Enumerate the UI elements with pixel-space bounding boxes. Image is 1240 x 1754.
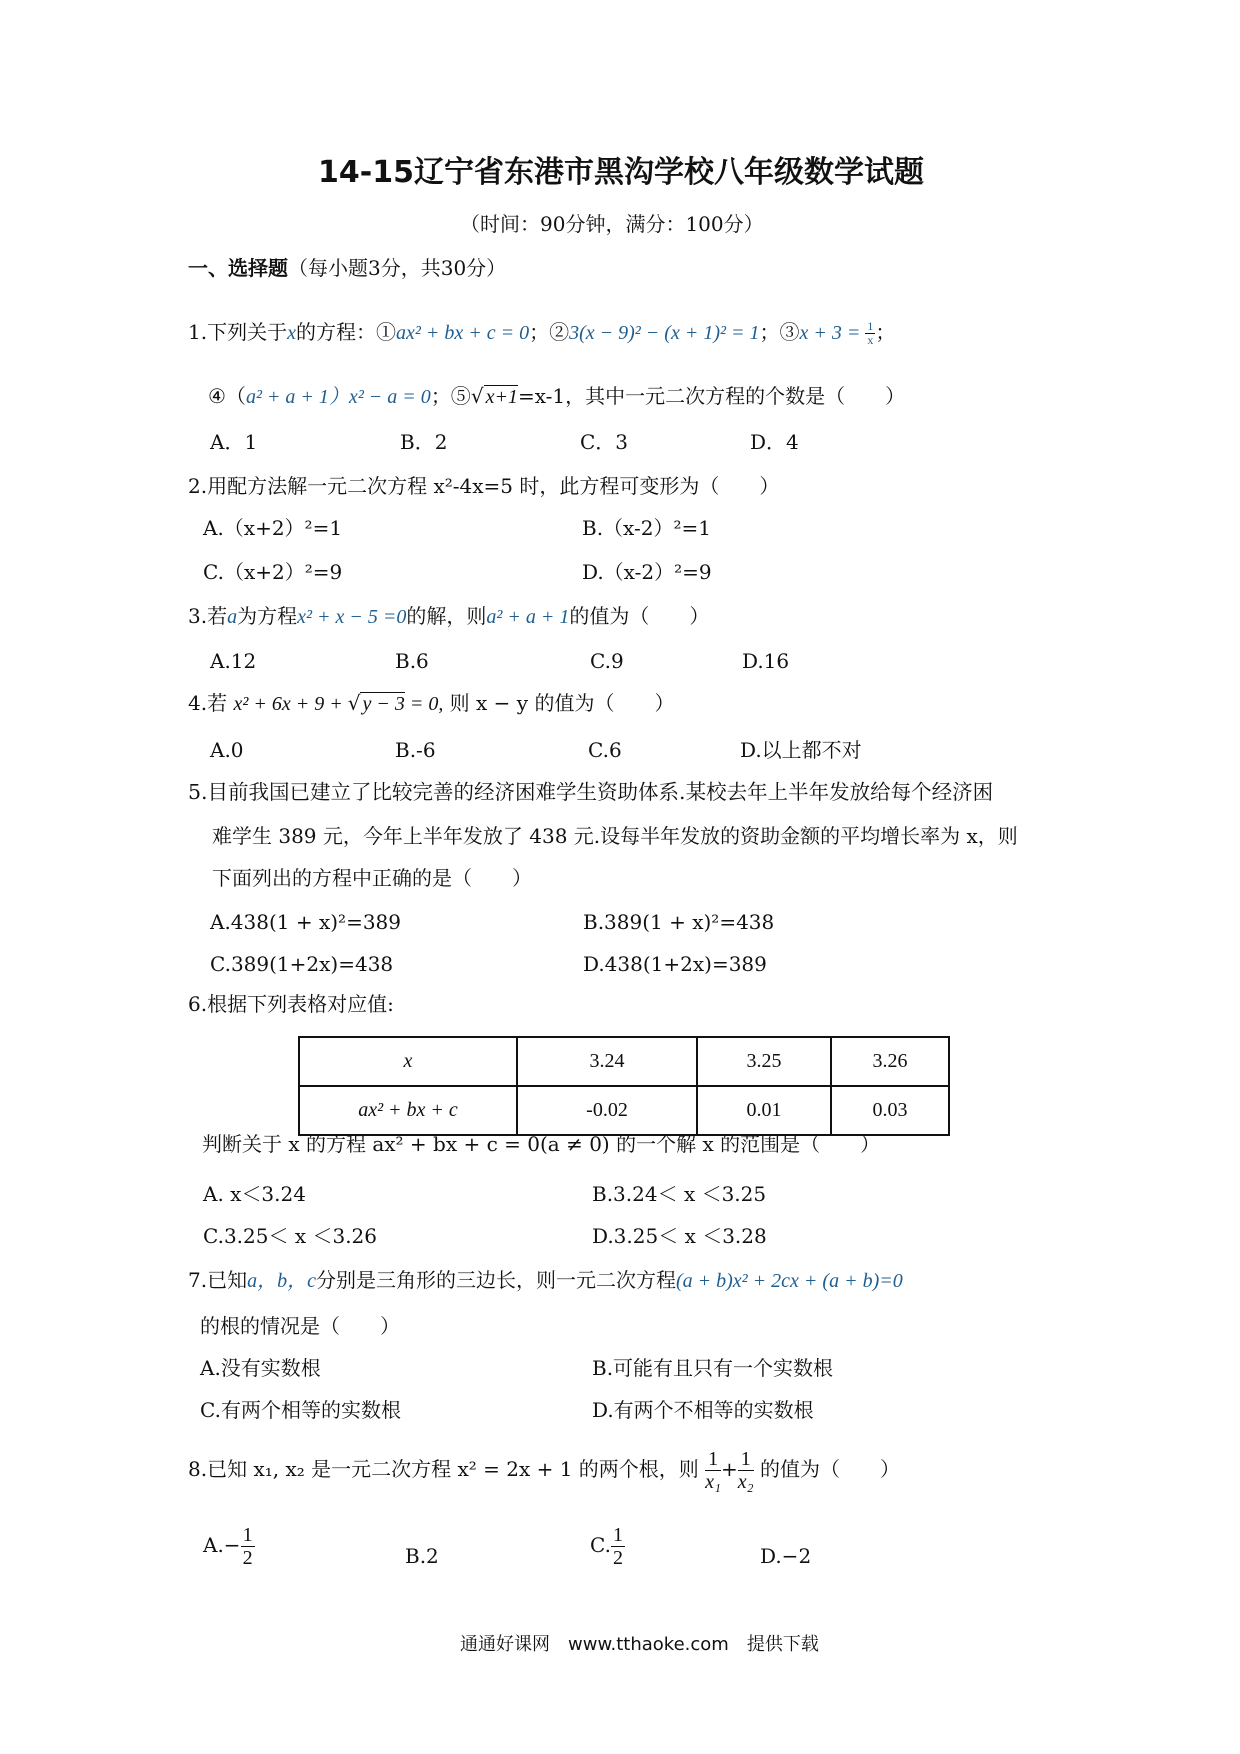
- q3-var: a: [227, 606, 238, 628]
- q7-option-d: D.有两个不相等的实数根: [592, 1398, 814, 1422]
- q6-option-a: A. x＜3.24: [203, 1182, 306, 1206]
- table-row: [299, 1086, 949, 1135]
- table-cell: 3.25: [697, 1037, 831, 1086]
- section-note: （每小题3分，共30分）: [288, 256, 507, 280]
- q5-option-b: B.389(1 + x)²=438: [583, 910, 775, 934]
- q7-option-c: C.有两个相等的实数根: [200, 1398, 401, 1422]
- q8-option-c: [590, 1524, 625, 1569]
- table-row: [299, 1037, 949, 1086]
- q1-eq4: a² + a + 1: [245, 386, 329, 408]
- q7-option-b: B.可能有且只有一个实数根: [592, 1356, 834, 1380]
- q8-a-fraction: [241, 1524, 255, 1569]
- exam-info: （时间：90分钟，满分：100分）: [460, 212, 764, 236]
- q8-fraction-2: [738, 1448, 754, 1493]
- q1-sqrt: x+1: [485, 386, 518, 408]
- q1-fraction: [865, 320, 875, 347]
- q2-option-b: B.（x-2）²=1: [582, 516, 711, 540]
- q7-abc: a，b，c: [247, 1270, 316, 1292]
- question-3: [188, 606, 709, 627]
- q1-option-c: C．3: [580, 430, 629, 454]
- section-title: 一、选择题: [188, 256, 288, 280]
- section-heading: [188, 258, 506, 278]
- q3-b: 为方程: [237, 604, 298, 628]
- q4-option-a: A.0: [210, 738, 244, 762]
- question-5-line1: 5.目前我国已建立了比较完善的经济困难学生资助体系.某校去年上半年发放给每个经济困: [188, 780, 994, 804]
- q1-mid: 的方程：①: [295, 320, 396, 345]
- table-cell: -0.02: [517, 1086, 697, 1135]
- question-1-line1: [188, 320, 895, 347]
- q8-c-prefix: C.: [590, 1533, 611, 1557]
- q8-plus: +: [721, 1457, 738, 1481]
- table-cell: 0.01: [697, 1086, 831, 1135]
- question-5-line3: 下面列出的方程中正确的是（ ）: [212, 866, 532, 890]
- q8-a: 8.已知 x₁, x₂ 是一元二次方程 x² = 2x + 1 的两个根，则: [188, 1457, 699, 1481]
- q1-l2d: =x-1，其中一元二次方程的个数是（ ）: [517, 384, 906, 408]
- question-7: [188, 1270, 903, 1291]
- q2-option-d: D.（x-2）²=9: [582, 560, 712, 584]
- table-cell: x: [299, 1037, 517, 1086]
- q5-option-a: A.438(1 + x)²=389: [210, 910, 402, 934]
- q1-eq1: ax² + bx + c = 0: [395, 322, 530, 345]
- q3-a: 3.若: [188, 604, 228, 628]
- q8-a-num: 1: [242, 1524, 253, 1546]
- q1-stem: 1.下列关于: [188, 320, 288, 345]
- q8-c-den: 2: [612, 1547, 623, 1569]
- q7-eq: (a + b)x² + 2cx + (a + b)=0: [675, 1270, 903, 1292]
- q3-option-b: B.6: [395, 649, 429, 673]
- footer-credit: 通通好课网 www.tthaoke.com 提供下载: [460, 1634, 819, 1655]
- q1-option-d: D．4: [750, 430, 799, 454]
- q5-option-c: C.389(1+2x)=438: [210, 952, 394, 976]
- q8-f2-num: 1: [738, 1448, 754, 1471]
- q1-sep3: ；③: [759, 320, 800, 345]
- q1-end: ；: [875, 320, 896, 345]
- q4-b: 则 x − y 的值为（ ）: [443, 691, 675, 715]
- q3-option-c: C.9: [590, 649, 624, 673]
- table-cell: 3.26: [831, 1037, 949, 1086]
- q1-sep2: ；②: [529, 320, 570, 345]
- question-6: 6.根据下列表格对应值:: [188, 992, 394, 1016]
- question-7-line2: 的根的情况是（ ）: [200, 1314, 400, 1338]
- question-8: [188, 1448, 900, 1493]
- question-4: 4.若 x² + 6x + 9 + √ y − 3 = 0, 则 x − y 的值为（ ）: [188, 691, 675, 715]
- q8-option-a: [203, 1524, 255, 1569]
- q4-a: 4.若: [188, 691, 234, 715]
- q1-var: x: [287, 322, 296, 345]
- q8-option-d: D.−2: [760, 1544, 812, 1568]
- question-2: 2.用配方法解一元二次方程 x²-4x=5 时，此方程可变形为（ ）: [188, 474, 780, 498]
- page-title: 14-15辽宁省东港市黑沟学校八年级数学试题: [318, 155, 924, 190]
- table-cell: 3.24: [517, 1037, 697, 1086]
- q8-f2-den: x₂: [737, 1471, 754, 1493]
- q8-fraction-1: [705, 1448, 721, 1493]
- q4-eqa: x² + 6x + 9 +: [233, 693, 348, 715]
- q6-option-c: C.3.25＜ x ＜3.26: [203, 1224, 378, 1248]
- q1-option-b: B．2: [400, 430, 448, 454]
- q1-l2a: ④（: [208, 384, 246, 408]
- q1-l2c: ；⑤: [430, 384, 471, 408]
- q1-frac-den: x: [867, 333, 874, 348]
- q3-eq: x² + x − 5 =0: [297, 606, 407, 628]
- q8-a-prefix: A.−: [203, 1533, 241, 1557]
- q6-option-d: D.3.25＜ x ＜3.28: [592, 1224, 767, 1248]
- question-6-judge: 判断关于 x 的方程 ax² + bx + c = 0(a ≠ 0) 的一个解 x 的范围是（ ）: [202, 1132, 881, 1156]
- q8-a-den: 2: [242, 1547, 253, 1569]
- q8-c-num: 1: [612, 1524, 623, 1546]
- q8-f1-num: 1: [705, 1448, 721, 1471]
- q1-eq2: 3(x − 9)² − (x + 1)² = 1: [569, 322, 760, 345]
- q4-sqrt: y − 3: [362, 693, 405, 715]
- q4-option-d: D.以上都不对: [740, 738, 862, 762]
- table-cell: 0.03: [831, 1086, 949, 1135]
- q4-option-b: B.-6: [395, 738, 436, 762]
- q7-option-a: A.没有实数根: [200, 1356, 321, 1380]
- q1-eq3: x + 3 =: [799, 322, 866, 345]
- q8-f1-den: x₁: [705, 1471, 721, 1493]
- q1-l2b: ）x² − a = 0: [328, 386, 431, 408]
- q2-option-c: C.（x+2）²=9: [203, 560, 343, 584]
- q8-option-b: B.2: [405, 1544, 439, 1568]
- q4-eqb: = 0,: [404, 693, 444, 715]
- table-cell: ax² + bx + c: [299, 1086, 517, 1135]
- q3-d: 的值为（ ）: [569, 604, 710, 628]
- question-5-line2: 难学生 389 元，今年上半年发放了 438 元.设每半年发放的资助金额的平均增长率为 x，则: [212, 824, 1018, 848]
- q8-c-fraction: [611, 1524, 625, 1569]
- q2-option-a: A.（x+2）²=1: [203, 516, 343, 540]
- q8-b: 的值为（ ）: [759, 1457, 900, 1481]
- q3-c: 的解，则: [406, 604, 487, 628]
- q5-option-d: D.438(1+2x)=389: [583, 952, 767, 976]
- q7-a: 7.已知: [188, 1268, 248, 1292]
- q1-option-a: A．1: [210, 430, 258, 454]
- q3-option-d: D.16: [742, 649, 790, 673]
- question-1-line2: ④（a² + a + 1）x² − a = 0；⑤√ x+1=x-1，其中一元二次方程的个数是（ ）: [208, 384, 906, 408]
- q3-expr: a² + a + 1: [486, 606, 570, 628]
- q7-b: 分别是三角形的三边长，则一元二次方程: [315, 1268, 676, 1292]
- value-table: [298, 1036, 950, 1136]
- q6-option-b: B.3.24＜ x ＜3.25: [592, 1182, 767, 1206]
- q4-option-c: C.6: [588, 738, 622, 762]
- q3-option-a: A.12: [210, 649, 257, 673]
- q1-frac-num: 1: [867, 319, 874, 333]
